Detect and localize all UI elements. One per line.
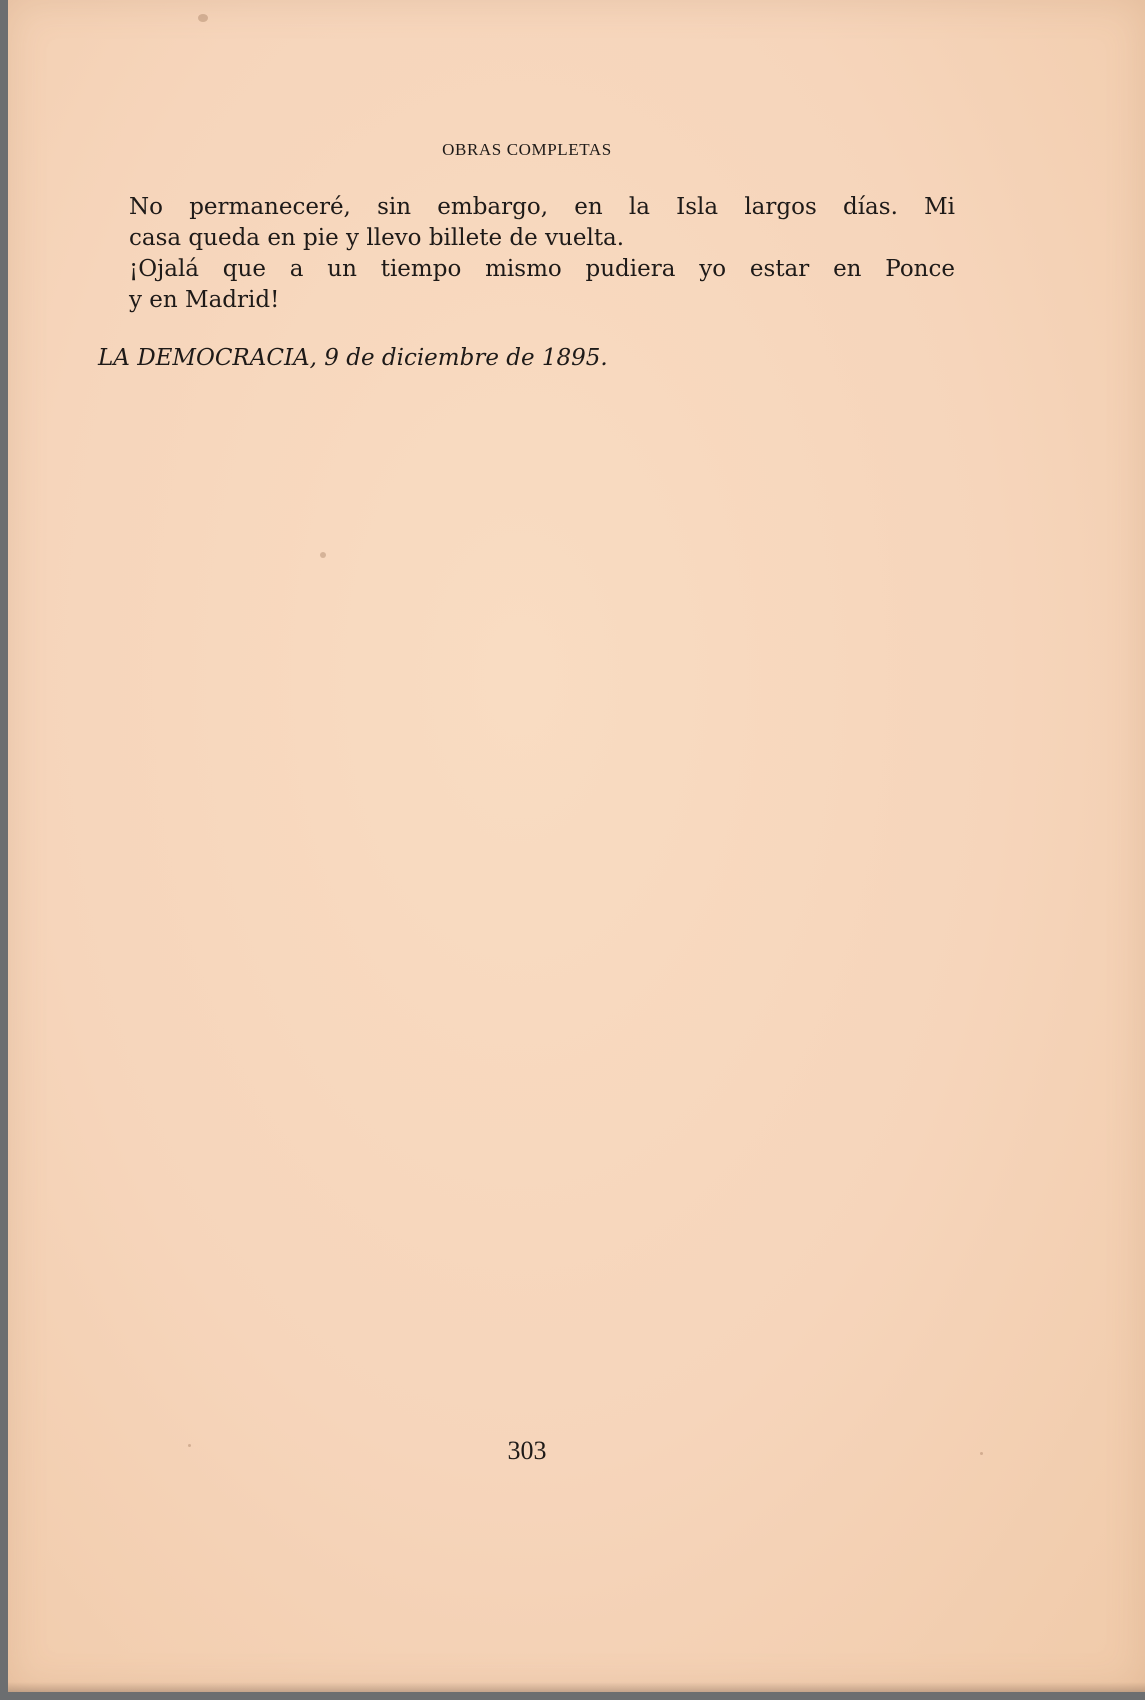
paragraph xyxy=(89,192,955,254)
running-head: OBRAS COMPLETAS xyxy=(442,140,612,159)
page-number: 303 xyxy=(507,1436,547,1465)
text-line: No permaneceré, sin embargo, en la Isla largos días. Mi xyxy=(129,194,955,220)
paragraph xyxy=(89,254,955,316)
text-line: ¡Ojalá que a un tiempo mismo pudiera yo estar en Ponce xyxy=(129,256,955,282)
source-citation: LA DEMOCRACIA, 9 de diciembre de 1895. xyxy=(98,345,608,371)
text-line: casa queda en pie y llevo billete de vuelta. xyxy=(129,225,625,251)
text-line: y en Madrid! xyxy=(129,287,280,313)
paper-speck xyxy=(320,552,326,558)
paper-speck xyxy=(198,14,208,22)
book-page xyxy=(8,0,1145,1692)
body-text xyxy=(89,192,955,316)
